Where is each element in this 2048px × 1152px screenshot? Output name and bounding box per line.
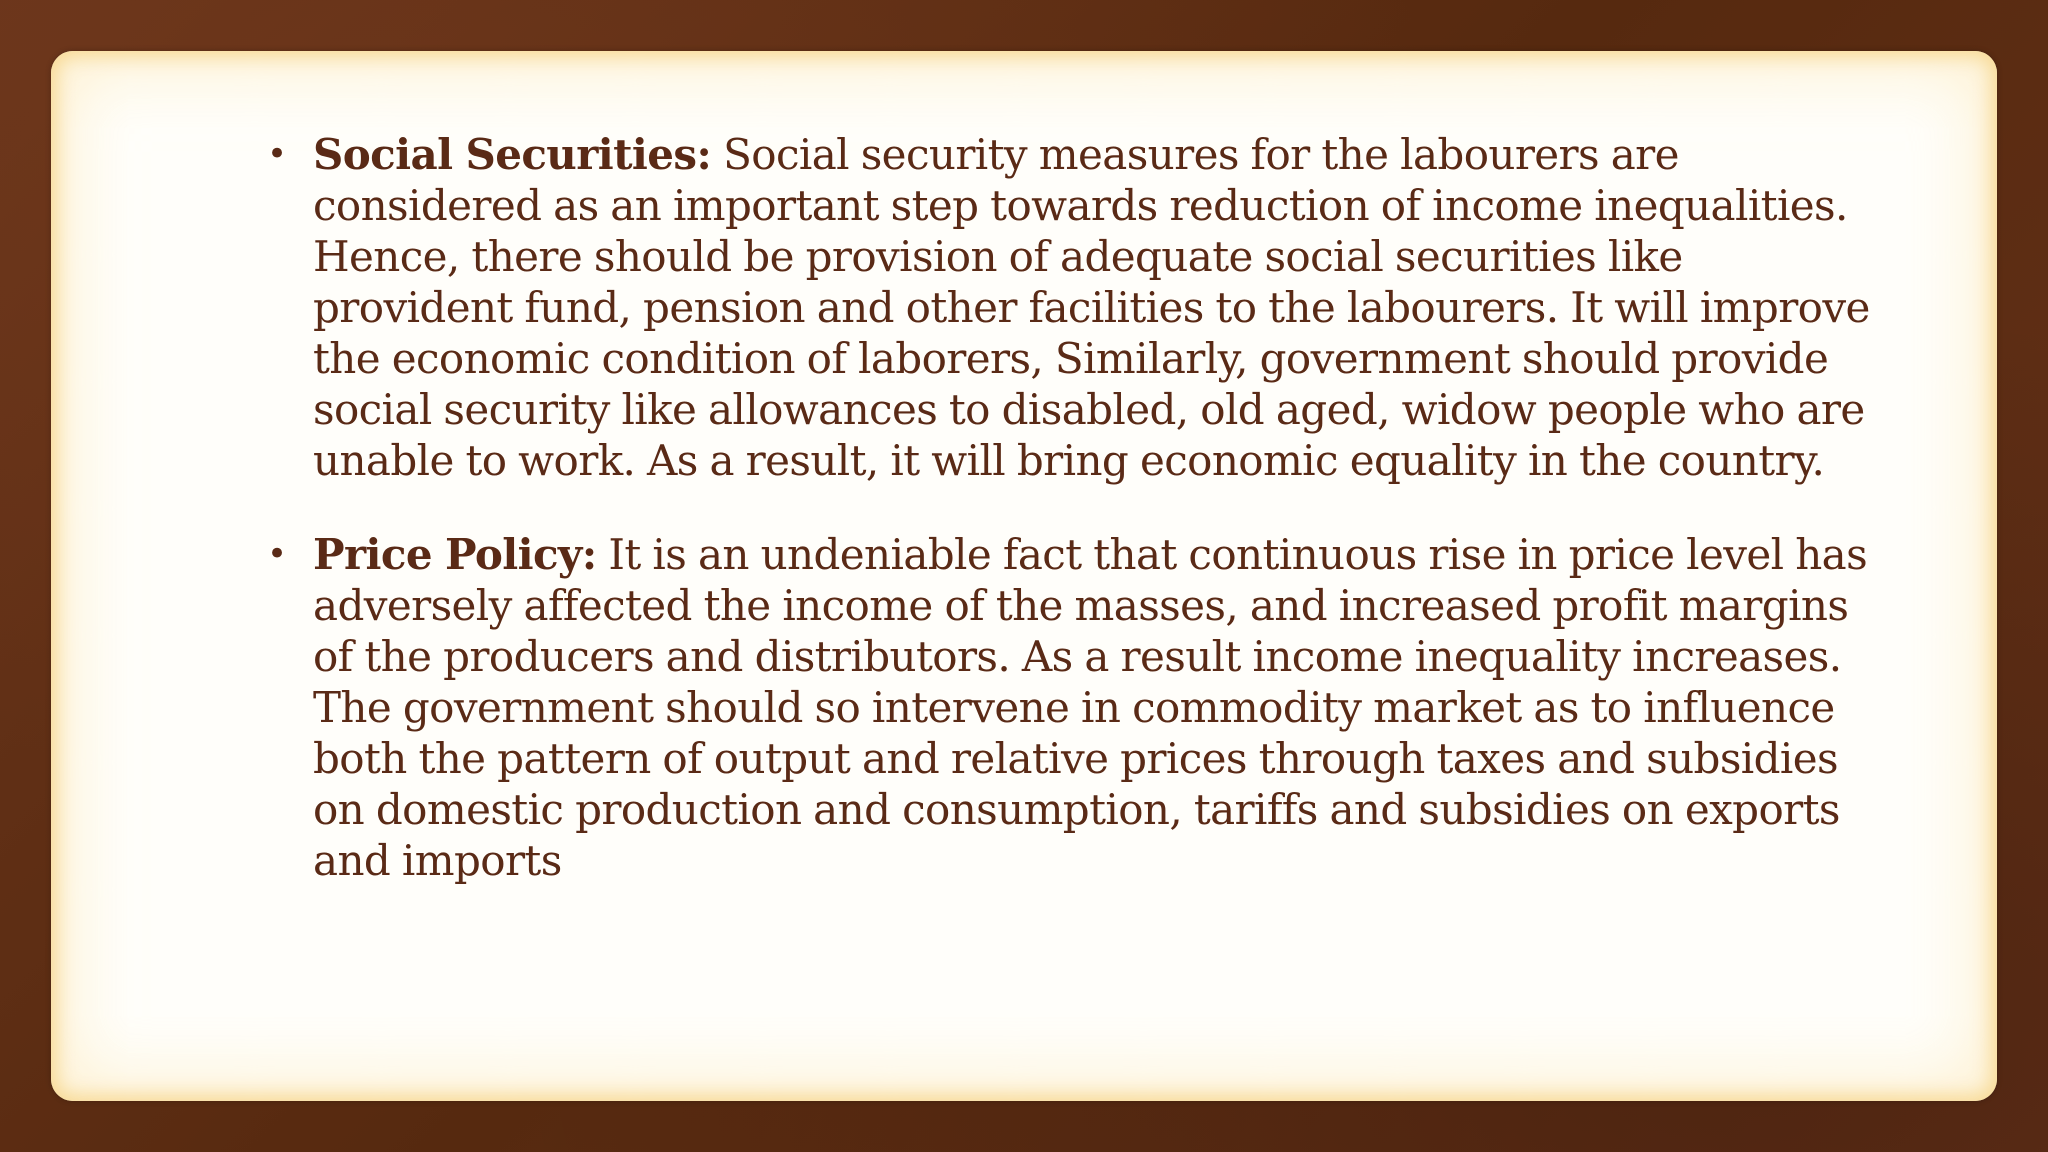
bullet-icon: • xyxy=(267,134,287,174)
bullet-term: Price Policy: xyxy=(313,530,597,579)
bullet-text: It is an undeniable fact that continuous rise in price level has adversely affected the income of the masses, and increased profit margins of the producers and distributors. As a result income inequality increases. The government should so intervene in commodity market as to influence both the pattern of output and relative prices through taxes and subsidies on domestic production and consumption, tariffs and subsidies on exports and imports xyxy=(313,530,1868,885)
bullet-list xyxy=(263,129,1893,886)
bullet-text: Social security measures for the labourers are considered as an important step towards reduction of income inequalities. Hence, there should be provision of adequate social securities like provident fund, pension and other facilities to the labourers. It will improve the economic condition of laborers, Similarly, government should provide social security like allowances to disabled, old aged, widow people who are unable to work. As a result, it will bring economic equality in the country. xyxy=(313,130,1870,485)
bullet-social-securities xyxy=(263,129,1893,486)
bullet-price-policy xyxy=(263,529,1893,886)
bullet-term: Social Securities: xyxy=(313,130,712,179)
bullet-icon: • xyxy=(267,534,287,574)
slide-panel xyxy=(51,51,1997,1101)
